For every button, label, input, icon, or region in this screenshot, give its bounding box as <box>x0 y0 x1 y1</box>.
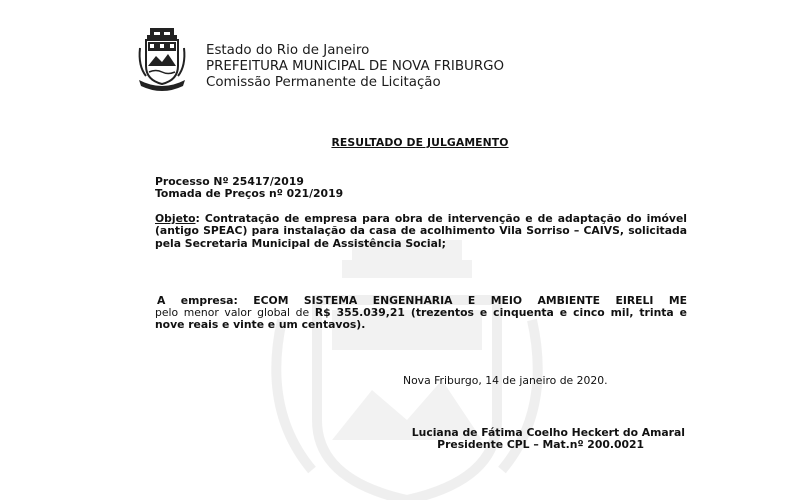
header-state: Estado do Rio de Janeiro <box>206 43 370 58</box>
process-number: Processo Nº 25417/2019 <box>155 175 304 188</box>
header-commission: Comissão Permanente de Licitação <box>206 75 441 90</box>
document-title: RESULTADO DE JULGAMENTO <box>331 136 509 149</box>
coat-of-arms-icon <box>136 26 188 92</box>
header-prefeitura: PREFEITURA MUNICIPAL DE NOVA FRIBURGO <box>206 59 505 74</box>
valor-prefix: pelo menor valor global de <box>155 306 315 319</box>
objeto-text: : Contratação de empresa para obra de intervenção e de adaptação do imóvel (antigo SPEAC) para instalação da casa de acolhimento Vila Sorriso – CAIVS, solicitada pela Secretaria Municipal de Assistência Social; <box>155 212 687 250</box>
signatory-name: Luciana de Fátima Coelho Heckert do Amaral <box>411 426 685 439</box>
document-date: Nova Friburgo, 14 de janeiro de 2020. <box>403 374 608 387</box>
tomada-number: Tomada de Preços nº 021/2019 <box>155 187 344 200</box>
valor-paragraph <box>155 307 687 332</box>
objeto-paragraph <box>155 213 687 250</box>
objeto-label: Objeto <box>155 212 196 225</box>
watermark-crest-icon <box>262 240 552 500</box>
empresa-line: A empresa: ECOM SISTEMA ENGENHARIA E MEIO AMBIENTE EIRELI ME <box>157 294 687 307</box>
signatory-role: Presidente CPL – Mat.nº 200.0021 <box>437 438 644 451</box>
valor-value: R$ 355.039,21 (trezentos e cinquenta e cinco mil, trinta e nove reais e vinte e um centavos). <box>155 306 687 332</box>
